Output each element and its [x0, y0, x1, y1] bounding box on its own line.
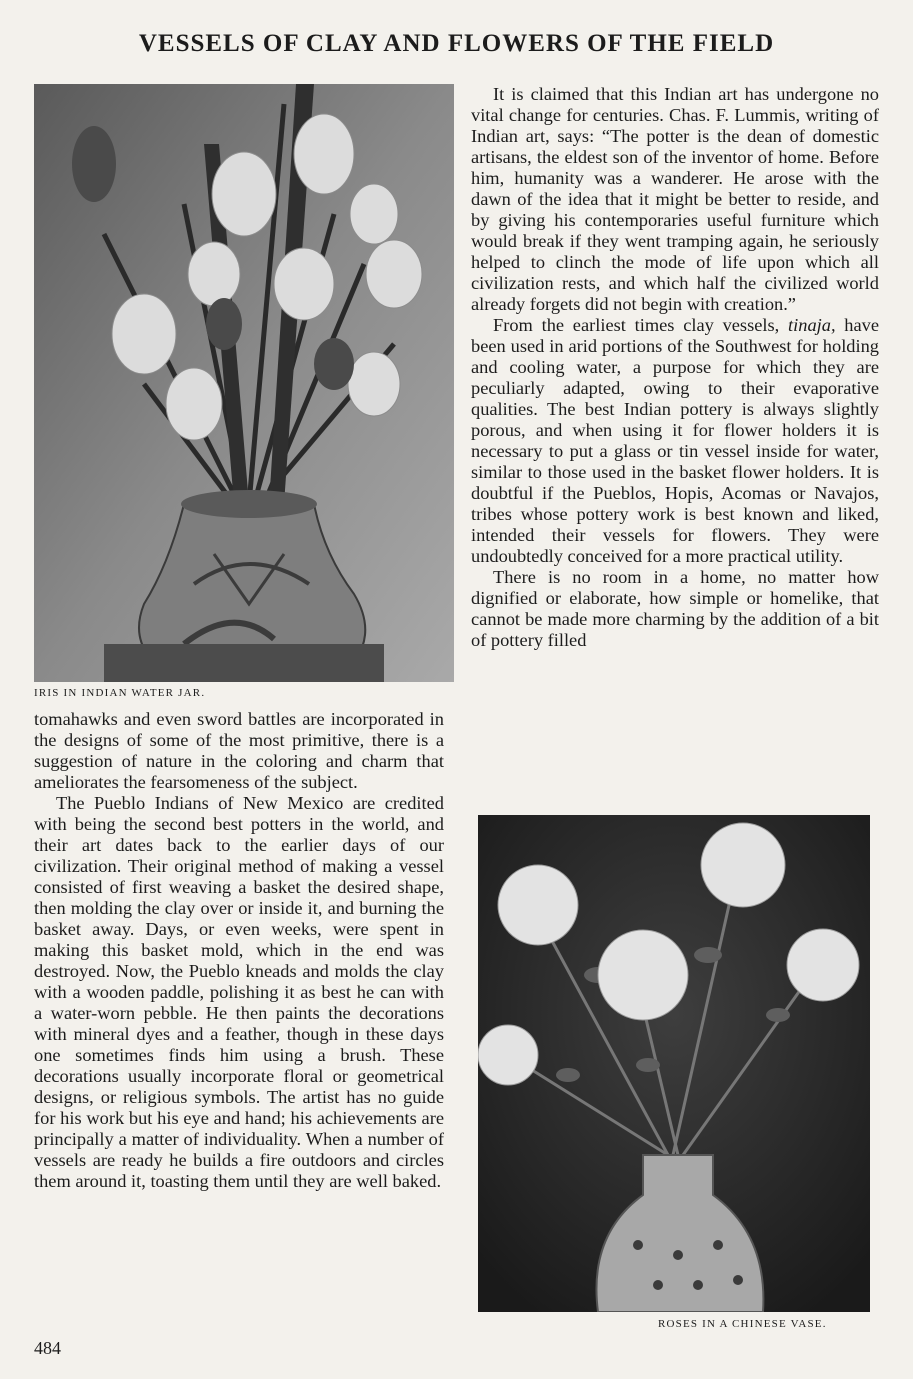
page-title: VESSELS OF CLAY AND FLOWERS OF THE FIELD — [138, 30, 775, 57]
para2-start: From the earliest times clay vessels, — [493, 315, 780, 335]
roses-caption: ROSES IN A CHINESE VASE. — [658, 1318, 827, 1330]
iris-illustration — [34, 84, 454, 682]
right-paragraph-3: There is no room in a home, no matter how dignified or elaborate, how simple or homelike, that cannot be made more charming by the addition of a bit of pottery filled — [471, 567, 879, 650]
iris-caption: IRIS IN INDIAN WATER JAR. — [34, 687, 206, 699]
left-paragraph-2: The Pueblo Indians of New Mexico are credited with being the second best potters in the world, and their art dates back to the earlier days of our civilization. Their original method of making a vessel consisted of first weaving a basket the desired shape, then molding the clay over or inside it, and burning the basket away. Days, or even weeks, were spent in making this basket mold, which in the end was destroyed. Now, the Pueblo kneads and molds the clay with a wooden paddle, polishing it as best he can with a water-worn pebble. He then paints the decorations with mineral dyes and a feather, though in these days one sometimes finds him using a brush. These decorations usually incorporate floral or geometrical designs, or religious symbols. The artist has no guide for his work but his eye and hand; his achievements are principally a matter of individuality. When a number of vessels are ready he builds a fire outdoors and circles them around it, toasting them until they are well baked. — [34, 793, 444, 1191]
right-paragraph-2 — [471, 315, 879, 567]
para2-rest: have been used in arid portions of the Southwest for holding and cooling water, a purpose for which they are peculiarly adapted, owing to their evaporative qualities. The best Indian pottery is always slightly porous, and when using it for flower holders it is necessary to put a glass or tin vessel inside for water, similar to those used in the basket flower holders. It is doubtful if the Pueblos, Hopis, Acomas or Navajos, tribes whose pottery work is best known and liked, intended their vessels for flowers. They were undoubtedly conceived for a more practical utility. — [471, 315, 880, 566]
iris-photo — [34, 84, 454, 682]
page-number: 484 — [34, 1338, 61, 1358]
tinaja-term: tinaja, — [788, 315, 836, 335]
left-paragraph-1: tomahawks and even sword battles are incorporated in the designs of some of the most primitive, there is a suggestion of nature in the coloring and charm that ameliorates the fearsomeness of the subject. — [34, 709, 444, 792]
right-column — [471, 84, 879, 651]
left-column — [34, 709, 444, 1192]
right-paragraph-1: It is claimed that this Indian art has undergone no vital change for centuries. Chas. F. Lummis, writing of Indian art, says: “The potter is the dean of domestic artisans, the eldest son of the inventor of home. Before him, humanity was a wanderer. He arose with the dawn of the idea that it might be better to reside, and by giving his contemporaries useful furniture which would break if they went tramping again, he seriously helped to clinch the mode of life upon which all civilization rests, and which half the civilized world already forgets did not begin with creation.” — [471, 84, 879, 314]
roses-illustration — [478, 815, 870, 1312]
roses-photo — [478, 815, 870, 1312]
